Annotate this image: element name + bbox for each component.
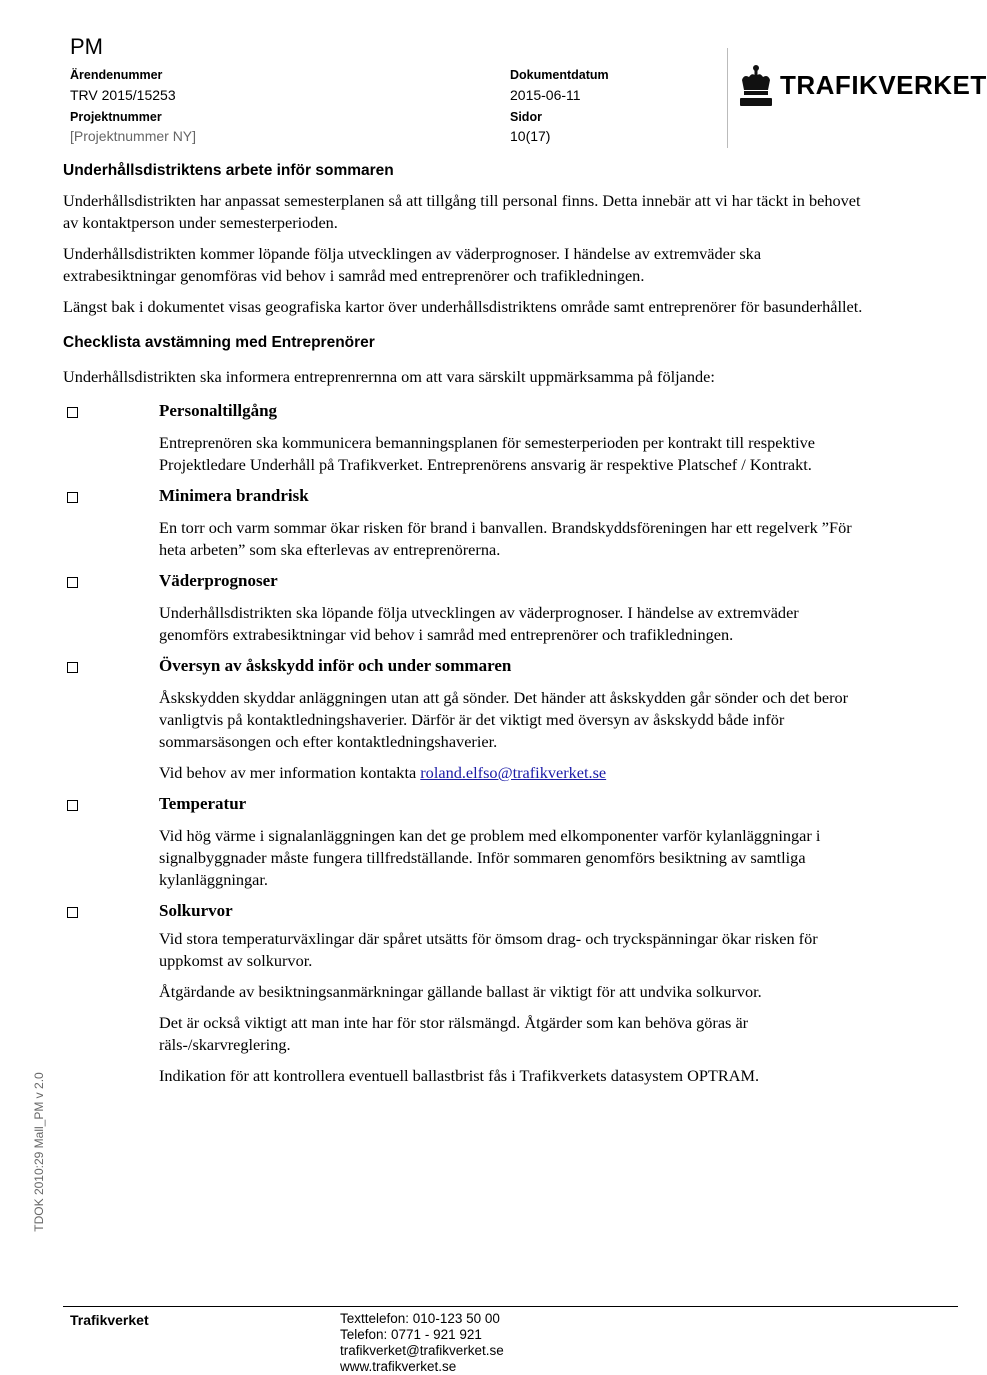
checklist-item-brandrisk	[63, 485, 863, 561]
trafikverket-logo	[738, 64, 987, 108]
document-body	[63, 160, 863, 1096]
checklist-title: Personaltillgång	[159, 401, 278, 420]
checklist-text: Åskskydden skyddar anläggningen utan att gå sönder. Det händer att åskskydden går sönder och det beror vanligtvis på kontaktledningshaverier. Därför är det viktigt med översyn av åskskydd både inför sommarsäsongen och efter kontaktledningshaverier.	[159, 688, 849, 751]
footer-texttelefon: Texttelefon: 010-123 50 00	[340, 1311, 500, 1326]
checklist-text: Indikation för att kontrollera eventuell ballastbrist fås i Trafikverkets datasystem OPTRAM.	[159, 1066, 760, 1085]
checklist-text: Vid hög värme i signalanläggningen kan det ge problem med elkomponenter varför kylanläggningar i signalbyggnader måste fungera tillfredställande. Inför sommaren genomförs besiktning av samtliga kylanläggningar.	[159, 826, 821, 889]
header-divider	[727, 48, 728, 148]
sidor-label: Sidor	[510, 110, 542, 124]
contact-email-link[interactable]: roland.elfso@trafikverket.se	[420, 763, 607, 782]
checklist-item-temperatur	[63, 793, 863, 891]
contact-line	[159, 762, 863, 784]
projekt-value: [Projektnummer NY]	[70, 128, 197, 144]
checklist-title: Översyn av åskskydd inför och under sommaren	[159, 656, 512, 675]
sidor-value: 10(17)	[510, 128, 551, 144]
paragraph-maps: Längst bak i dokumentet visas geografiska kartor över underhållsdistriktens område samt entreprenörer för basunderhållet.	[63, 297, 863, 316]
checkbox-icon	[67, 492, 78, 503]
document-type: PM	[70, 34, 103, 59]
checkbox-icon	[67, 907, 78, 918]
footer-web: www.trafikverket.se	[340, 1359, 457, 1374]
footer-divider	[63, 1306, 958, 1307]
paragraph-weather: Underhållsdistrikten kommer löpande följa utvecklingen av väderprognoser. I händelse av extremväder ska extrabesiktningar genomföras vid behov i samråd med entreprenörer och trafikledningen.	[63, 244, 762, 285]
checklist-text: En torr och varm sommar ökar risken för brand i banvallen. Brandskyddsföreningen har ett regelverk ”För heta arbeten” som ska efterlevas av entreprenörerna.	[159, 518, 852, 559]
crown-icon	[738, 64, 774, 108]
paragraph-staffing: Underhållsdistrikten har anpassat semesterplanen så att tillgång till personal finns. Detta innebär att vi har täckt in behovet av kontaktperson under semesterperioden.	[63, 191, 861, 232]
checklist-text: Underhållsdistrikten ska löpande följa utvecklingen av väderprognoser. I händelse av extremväder genomförs extrabesiktningar vid behov i samråd med entreprenörer och trafikledningen.	[159, 603, 799, 644]
checklist-text: Åtgärdande av besiktningsanmärkningar gällande ballast är viktigt för att undvika solkurvor.	[159, 982, 762, 1001]
footer-contact-info	[340, 1311, 504, 1375]
checklist-title: Minimera brandrisk	[159, 486, 309, 505]
footer-email: trafikverket@trafikverket.se	[340, 1343, 504, 1358]
checklist-text: Entreprenören ska kommunicera bemanningsplanen för semesterperioden per kontrakt till respektive Projektledare Underhåll på Trafikverket. Entreprenörens ansvarig är respektive Platschef / Kontrakt.	[159, 433, 815, 474]
checklist-title: Solkurvor	[159, 901, 233, 920]
contact-text: Vid behov av mer information kontakta	[159, 763, 421, 782]
checkbox-icon	[67, 407, 78, 418]
checklist-item-solkurvor	[63, 900, 863, 1087]
checklist-title: Väderprognoser	[159, 571, 278, 590]
checkbox-icon	[67, 662, 78, 673]
checklist-item-vader	[63, 570, 863, 646]
datum-value: 2015-06-11	[510, 87, 581, 103]
logo-wordmark: TRAFIKVERKET	[780, 70, 987, 100]
checkbox-icon	[67, 800, 78, 811]
checklist-item-personal	[63, 400, 863, 476]
footer-telefon: Telefon: 0771 - 921 921	[340, 1327, 482, 1342]
paragraph-checklist-intro: Underhållsdistrikten ska informera entreprenrernna om att vara särskilt uppmärksamma på följande:	[63, 367, 715, 386]
section-heading-checklist: Checklista avstämning med Entreprenörer	[63, 334, 375, 351]
checklist-text: Det är också viktigt att man inte har för stor rälsmängd. Åtgärder som kan behöva göras är räls-/skarvreglering.	[159, 1013, 749, 1054]
arende-label: Ärendenummer	[70, 68, 163, 82]
checklist-item-askskydd	[63, 655, 863, 784]
checkbox-icon	[67, 577, 78, 588]
arende-value: TRV 2015/15253	[70, 87, 176, 103]
projekt-label: Projektnummer	[70, 110, 162, 124]
section-heading-summer: Underhållsdistriktens arbete inför sommaren	[63, 162, 394, 179]
datum-label: Dokumentdatum	[510, 68, 609, 82]
checklist-text: Vid stora temperaturväxlingar där spåret utsätts för ömsom drag- och tryckspänningar ökar risken för uppkomst av solkurvor.	[159, 929, 818, 970]
template-id-side-text: TDOK 2010:29 Mall_PM v 2.0	[32, 1072, 46, 1232]
footer-organization: Trafikverket	[70, 1312, 149, 1328]
checklist-title: Temperatur	[159, 794, 247, 813]
